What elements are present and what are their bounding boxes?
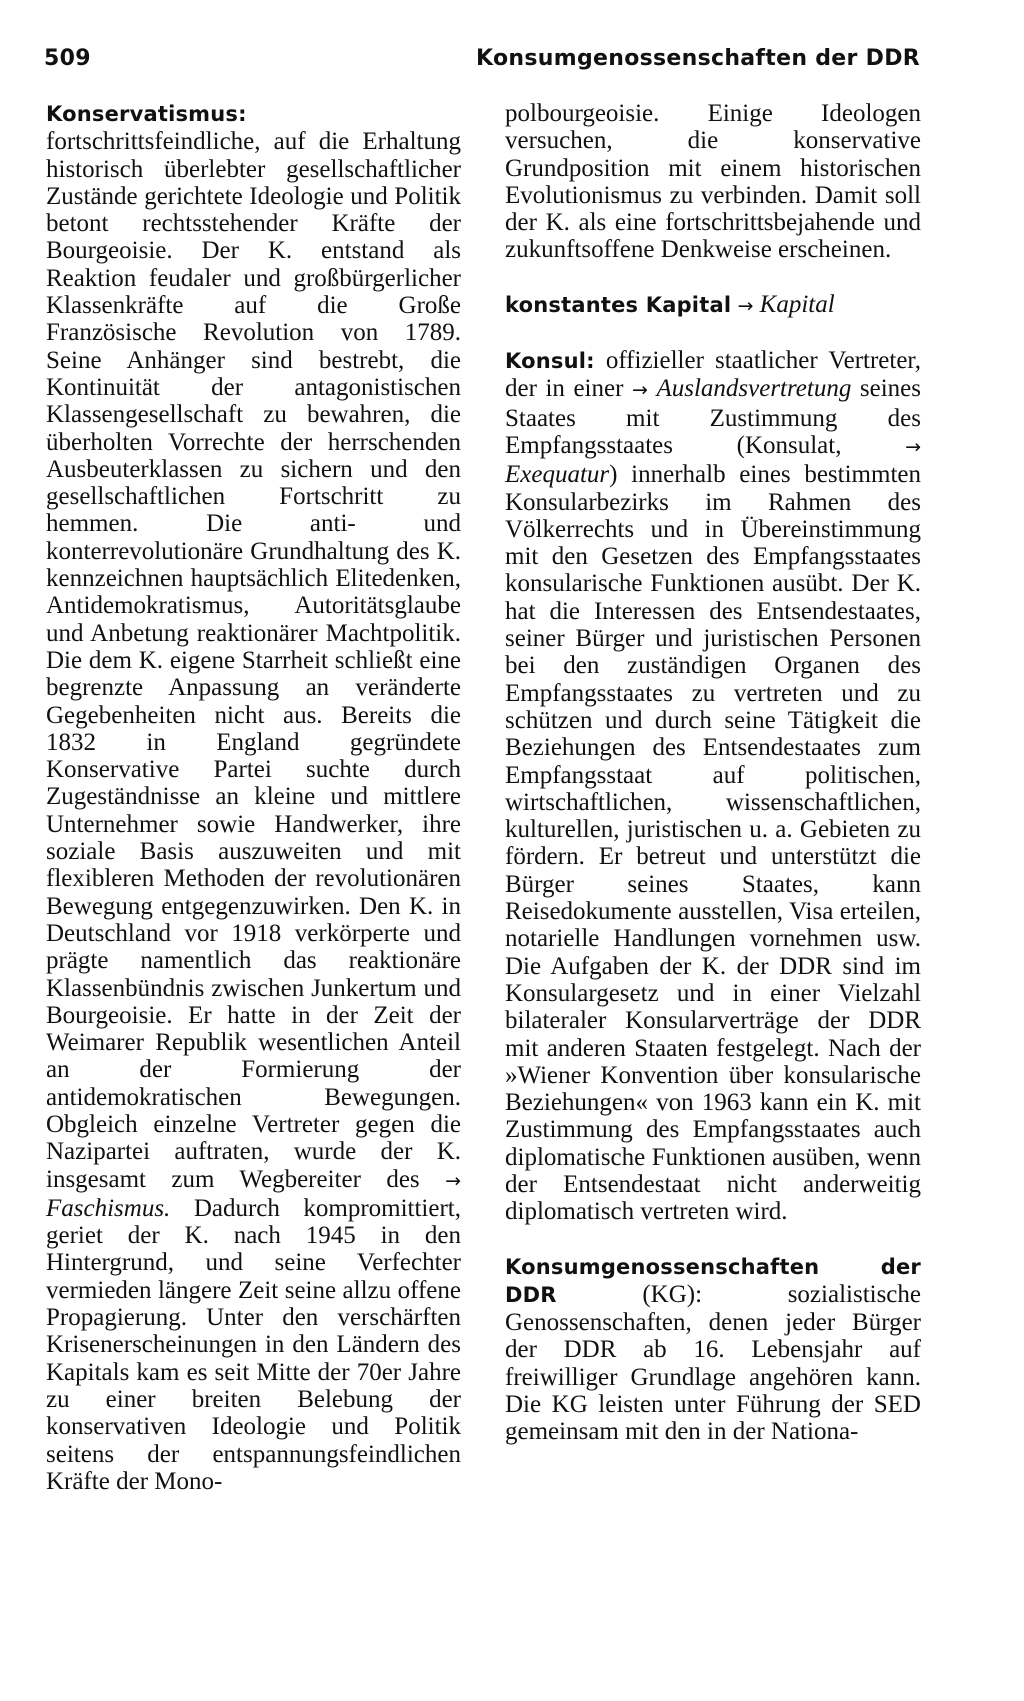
cross-reference-arrow-icon: →	[445, 1169, 461, 1192]
entry-term: Konsumgenossenschaften der DDR	[505, 1254, 921, 1307]
entry-text-2: seines Staates mit Zustimmung des Empfangsstaates (Konsulat,	[505, 375, 921, 459]
entry-konsul	[505, 347, 921, 1226]
entry-text: fortschrittsfeindliche, auf die Erhaltung historisch überlebter gesellschaftlicher Zustände gerichtete Ideologie und Politik betont rechtsstehender Kräfte der Bourgeoisie. Der K. entstand als Reaktion feudaler und großbürgerlicher Klassenkräfte auf die Große Französische Revolution von 1789. Seine Anhänger sind bestrebt, die Kontinuität der antagonistischen Klassengesellschaft zu bewahren, die überholten Vorrechte der herrschenden Ausbeuterklassen zu sichern und den gesellschaftlichen Fortschritt zu hemmen. Die anti- und konterrevolutionäre Grundhaltung des K. kennzeichnen hauptsächlich Elitedenken, Antidemokratismus, Autoritätsglaube und Anbetung reaktionärer Machtpolitik. Die dem K. eigene Starrheit schließt eine begrenzte Anpassung an veränderte Gegebenheiten nicht aus. Bereits die 1832 in England gegründete Konservative Partei suchte durch Zugeständnisse an kleine und mittlere Unternehmer sowie Handwerker, ihre soziale Basis auszuweiten und mit flexibleren Methoden der revolutionären Bewegung entgegenzuwirken. Den K. in Deutschland vor 1918 verkörperte und prägte namentlich das reaktionäre Klassenbündnis zwischen Junkertum und Bourgeoisie. Er hatte in der Zeit der Weimarer Republik wesentlichen Anteil an der Formierung der antidemokratischen Bewegungen. Obgleich einzelne Vertreter gegen die Nazipartei auftraten, wurde der K. insgesamt zum Wegbereiter des	[46, 128, 461, 1193]
entry-term: konstantes Kapital	[505, 292, 732, 317]
cross-reference-auslandsvertretung[interactable]: Auslandsvertretung	[656, 375, 852, 403]
cross-reference-exequatur[interactable]: Exequatur	[505, 461, 610, 489]
continuation-text: polbourgeoisie. Einige Ideologen versuchen, die konservative Grundposition mit einem historischen Evolutionismus zu verbinden. Damit soll der K. als eine fortschrittsbejahende und zukunftsoffene Denkweise erscheinen.	[505, 100, 921, 264]
page-number: 509	[44, 46, 91, 71]
page-header	[44, 46, 920, 80]
right-column	[505, 100, 921, 1446]
cross-reference-arrow-icon: →	[905, 435, 921, 458]
cross-reference-kapital[interactable]: Kapital	[759, 290, 835, 318]
entry-text: offizieller staatlicher Vertreter, der in einer	[505, 347, 922, 403]
entry-abbreviation: (KG):	[642, 1280, 703, 1308]
entry-konstantes-kapital	[505, 291, 921, 320]
cross-reference-arrow-icon: →	[631, 379, 648, 402]
running-title: Konsumgenossenschaften der DDR	[476, 46, 920, 71]
entry-konsumgenossenschaften	[505, 1253, 921, 1446]
entry-text-3: ) innerhalb eines bestimmten Konsularbezirks im Rahmen des Völkerrechts und in Übereinstimmung mit den Gesetzen des Empfangsstaates konsularische Funktionen ausübt. Der K. hat die Interessen des Entsendestaates, seiner Bürger und juristischen Personen bei den zuständigen Organen des Empfangsstaates zu vertreten und zu schützen und durch seine Tätigkeit die Beziehungen des Entsendestaates zum Empfangsstaat auf politischen, wirtschaftlichen, wissenschaftlichen, kulturellen, juristischen u. a. Gebieten zu fördern. Er betreut und unterstützt die Bürger seines Staates, kann Reisedokumente ausstellen, Visa erteilen, notarielle Handlungen vornehmen usw. Die Aufgaben der K. der DDR sind im Konsulargesetz und in einer Vielzahl bilateraler Konsularverträge der DDR mit anderen Staaten festgelegt. Nach der »Wiener Konvention über konsularische Beziehungen« von 1963 kann ein K. mit Zustimmung des Empfangsstaates auch diplomatische Funktionen ausüben, wenn der Entsendestaat nicht anderweitig diplomatisch vertreten wird.	[505, 461, 921, 1226]
entry-konservatismus	[46, 100, 461, 1495]
entry-term: Konservatismus:	[46, 102, 247, 126]
entry-continuation	[505, 100, 921, 264]
cross-reference-arrow-icon: →	[737, 294, 754, 317]
entry-text-continued: Dadurch kompromittiert, geriet der K. nach 1945 in den Hintergrund, und seine Verfechter vermieden längere Zeit seine allzu offene Propagierung. Unter den verschärften Krisenerscheinungen in den Ländern des Kapitals kam es seit Mitte der 70er Jahre zu einer breiten Belebung der konservativen Ideologie und Politik seitens der entspannungsfeindlichen Kräfte der Mono-	[46, 1194, 461, 1495]
entry-text: sozialistische Genossenschaften, denen jeder Bürger der DDR ab 16. Lebensjahr auf freiwilliger Grundlage angehören kann. Die KG leisten unter Führung der SED gemeinsam mit den in der Nationa-	[505, 1280, 922, 1446]
left-column	[46, 100, 461, 1495]
entry-term: Konsul:	[505, 349, 595, 374]
cross-reference-faschismus[interactable]: Faschismus.	[46, 1194, 171, 1222]
